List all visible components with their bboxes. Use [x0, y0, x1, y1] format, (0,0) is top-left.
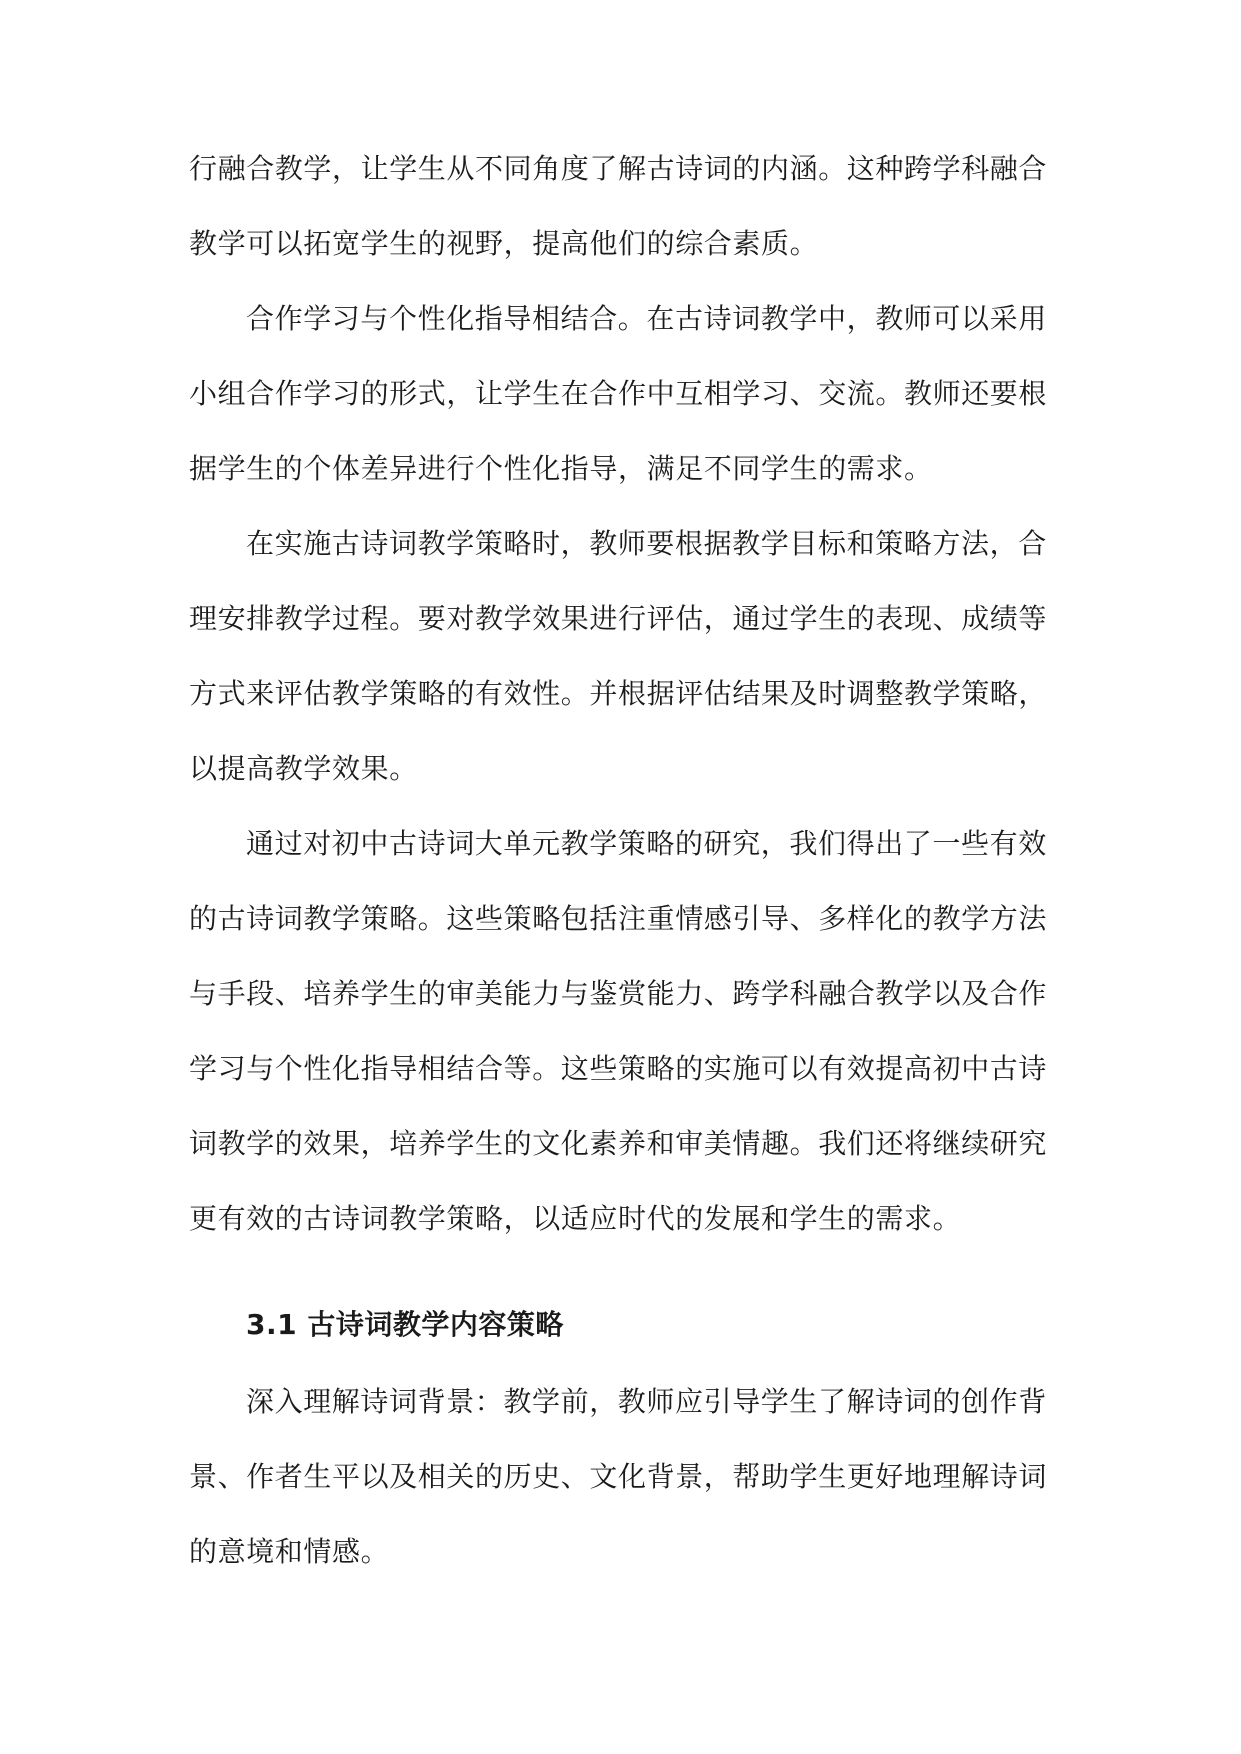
paragraph-4-line-6: 更有效的古诗词教学策略，以适应时代的发展和学生的需求。	[189, 1202, 962, 1235]
paragraph-4-line-1: 通过对初中古诗词大单元教学策略的研究，我们得出了一些有效	[246, 827, 1047, 860]
paragraph-3-line-4: 以提高教学效果。	[189, 752, 418, 785]
paragraph-4-line-4: 学习与个性化指导相结合等。这些策略的实施可以有效提高初中古诗	[189, 1052, 1048, 1085]
paragraph-2-line-2: 小组合作学习的形式，让学生在合作中互相学习、交流。教师还要根	[189, 377, 1048, 410]
paragraph-4-line-3: 与手段、培养学生的审美能力与鉴赏能力、跨学科融合教学以及合作	[189, 977, 1048, 1010]
paragraph-2-line-3: 据学生的个体差异进行个性化指导，满足不同学生的需求。	[189, 452, 933, 485]
section-paragraph-line-2: 景、作者生平以及相关的历史、文化背景，帮助学生更好地理解诗词	[189, 1460, 1048, 1493]
section-paragraph-line-1: 深入理解诗词背景：教学前，教师应引导学生了解诗词的创作背	[246, 1385, 1047, 1418]
paragraph-4-line-5: 词教学的效果，培养学生的文化素养和审美情趣。我们还将继续研究	[189, 1127, 1048, 1160]
paragraph-3-line-3: 方式来评估教学策略的有效性。并根据评估结果及时调整教学策略，	[189, 677, 1048, 710]
paragraph-1-line-2: 教学可以拓宽学生的视野，提高他们的综合素质。	[189, 227, 819, 260]
paragraph-3-line-2: 理安排教学过程。要对教学效果进行评估，通过学生的表现、成绩等	[189, 602, 1048, 635]
paragraph-3-line-1: 在实施古诗词教学策略时，教师要根据教学目标和策略方法，合	[246, 527, 1047, 560]
section-heading: 3.1 古诗词教学内容策略	[246, 1308, 564, 1341]
paragraph-2-line-1: 合作学习与个性化指导相结合。在古诗词教学中，教师可以采用	[246, 302, 1047, 335]
paragraph-1-line-1: 行融合教学，让学生从不同角度了解古诗词的内涵。这种跨学科融合	[189, 152, 1048, 185]
paragraph-4-line-2: 的古诗词教学策略。这些策略包括注重情感引导、多样化的教学方法	[189, 902, 1048, 935]
section-paragraph-line-3: 的意境和情感。	[189, 1535, 390, 1568]
